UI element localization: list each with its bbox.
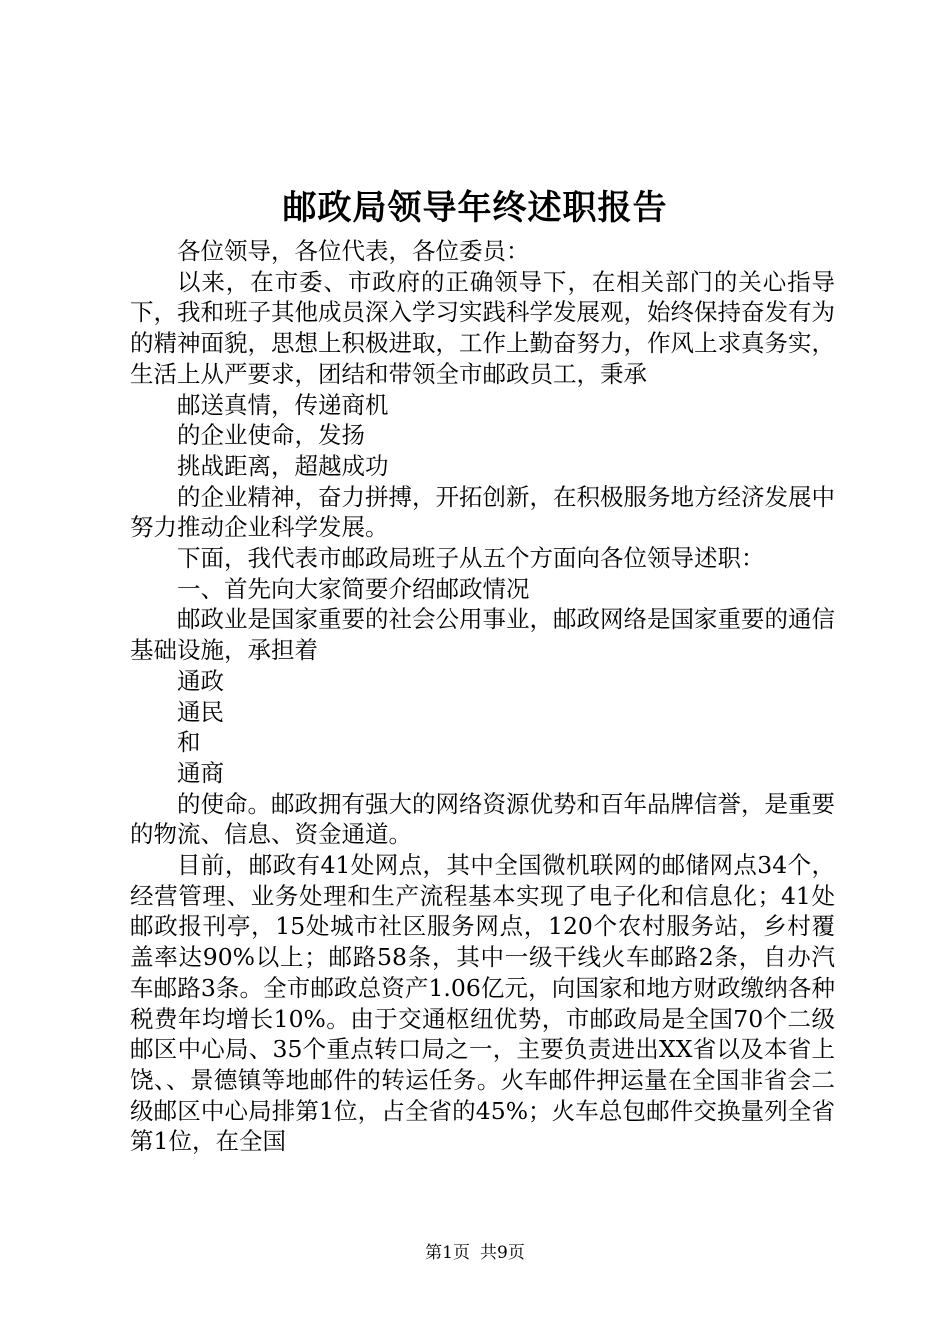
postal-intro-paragraph: 邮政业是国家重要的社会公用事业，邮政网络是国家重要的通信基础设施，承担着	[130, 605, 835, 665]
section-heading-1: 一、首先向大家简要介绍邮政情况	[177, 574, 530, 603]
document-body	[130, 236, 835, 1157]
overview-paragraph: 下面，我代表市邮政局班子从五个方面向各位领导述职：	[177, 544, 765, 573]
intro-paragraph: 以来，在市委、市政府的正确领导下，在相关部门的关心指导下，我和班子其他成员深入学习实践科学发展观，始终保持奋发有为的精神面貌，思想上积极进取，工作上勤奋努力，作风上求真务实，生活上从严要求，团结和带领全市邮政员工，秉承	[130, 267, 835, 388]
document-title: 邮政局领导年终述职报告	[282, 188, 668, 228]
mission-tail-line: 的企业使命，发扬	[177, 421, 365, 450]
spirit-paragraph: 的企业精神，奋力拼搏，开拓创新，在积极服务地方经济发展中努力推动企业科学发展。	[130, 482, 835, 542]
role-line-1: 通政	[177, 666, 224, 695]
page-total: 共9页	[480, 1243, 525, 1263]
role-line-4: 通商	[177, 758, 224, 787]
role-line-3: 和	[177, 728, 201, 757]
mission-description-paragraph: 的使命。邮政拥有强大的网络资源优势和百年品牌信誉，是重要的物流、信息、资金通道。	[130, 789, 835, 849]
salutation-paragraph: 各位领导，各位代表，各位委员：	[177, 237, 530, 265]
statistics-paragraph: 目前，邮政有41处网点，其中全国微机联网的邮储网点34个，经营管理、业务处理和生产流程基本实现了电子化和信息化；41处邮政报刊亭，15处城市社区服务网点，120个农村服务站，乡村覆盖率达90%以上；邮路58条，其中一级干线火车邮路2条，自办汽车邮路3条。全市邮政总资产1.06亿元，向国家和地方财政缴纳各种税费年均增长10%。由于交通枢纽优势，市邮政局是全国70个二级邮区中心局、35个重点转口局之一，主要负责进出XX省以及本省上饶、、景德镇等地邮件的转运任务。火车邮件押运量在全国非省会二级邮区中心局排第1位，占全省的45%；火车总包邮件交换量列全省第1位，在全国	[130, 851, 835, 1156]
role-line-2: 通民	[177, 697, 224, 726]
page-number: 第1页	[425, 1243, 470, 1263]
spirit-line: 挑战距离，超越成功	[177, 451, 389, 480]
mission-line: 邮送真情，传递商机	[177, 390, 389, 419]
page-footer	[0, 1242, 950, 1264]
